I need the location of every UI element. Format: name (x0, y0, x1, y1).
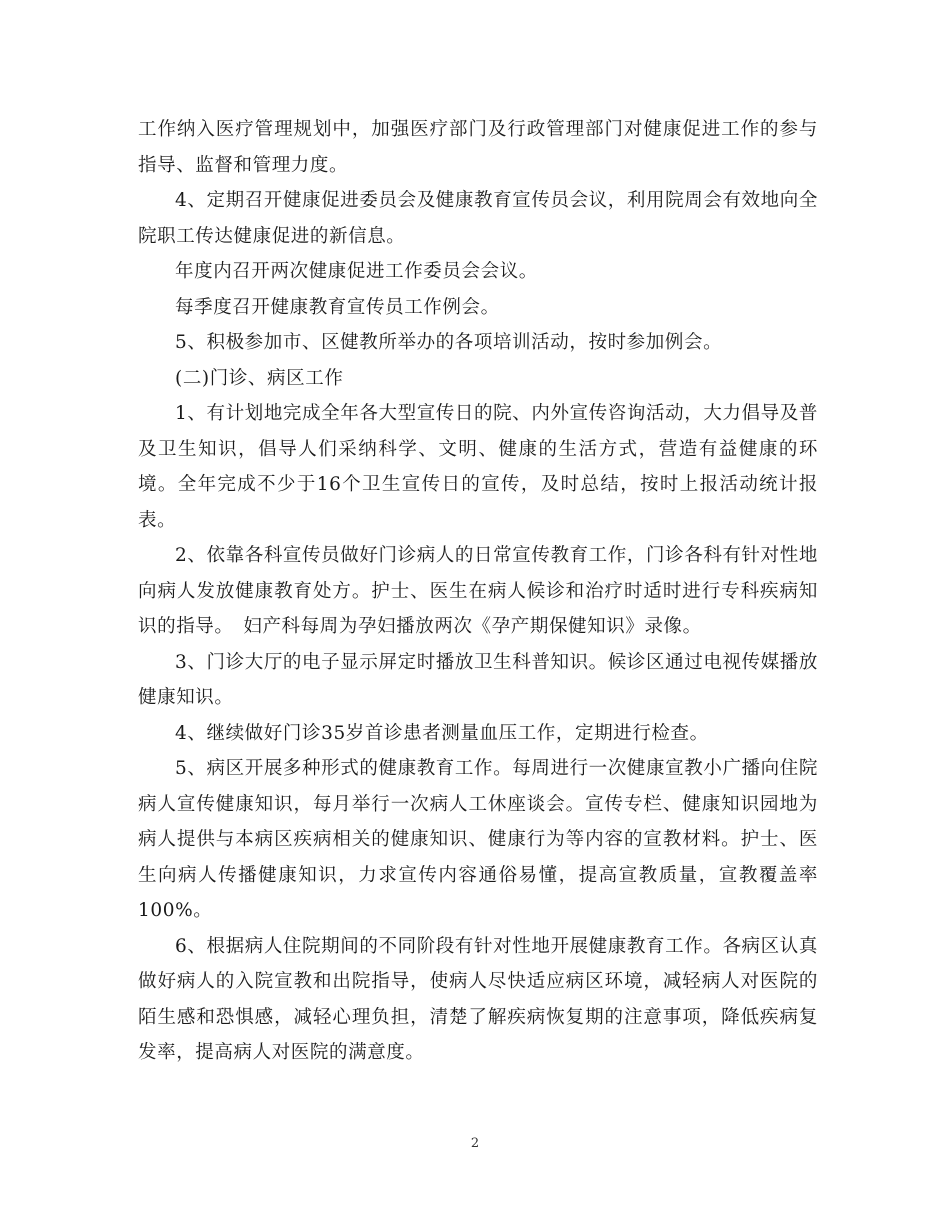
paragraph-8: 2、依靠各科宣传员做好门诊病人的日常宣传教育工作，门诊各科有针对性地向病人发放健康教育处方。护士、医生在病人候诊和治疗时适时进行专科疾病知识的指导。 妇产科每周为孕妇播放两次《孕产期保健知识》录像。 (138, 545, 818, 637)
paragraph-4: 每季度召开健康教育宣传员工作例会。 (175, 296, 500, 318)
section-heading: (二)门诊、病区工作 (175, 367, 344, 389)
page-number: 2 (470, 1136, 480, 1151)
paragraph-1: 工作纳入医疗管理规划中，加强医疗部门及行政管理部门对健康促进工作的参与指导、监督和管理力度。 (138, 119, 818, 176)
paragraph-3: 年度内召开两次健康促进工作委员会会议。 (175, 261, 538, 282)
paragraph-9: 3、门诊大厅的电子显示屏定时播放卫生科普知识。候诊区通过电视传媒播放健康知识。 (138, 651, 818, 708)
paragraph-7: 1、有计划地完成全年各大型宣传日的院、内外宣传咨询活动，大力倡导及普及卫生知识，倡导人们采纳科学、文明、健康的生活方式，营造有益健康的环境。全年完成不少于16个卫生宣传日的宣传，及时总结，按时上报活动统计报表。 (138, 403, 818, 531)
paragraph-5: 5、积极参加市、区健教所举办的各项培训活动，按时参加例会。 (175, 332, 723, 353)
paragraph-11: 5、病区开展多种形式的健康教育工作。每周进行一次健康宣教小广播向住院病人宣传健康知识，每月举行一次病人工休座谈会。宣传专栏、健康知识园地为病人提供与本病区疾病相关的健康知识、健康行为等内容的宣教材料。护士、医生向病人传播健康知识，力求宣传内容通俗易懂，提高宣教质量，宣教覆盖率100%。 (138, 758, 818, 921)
paragraph-10: 4、继续做好门诊35岁首诊患者测量血压工作，定期进行检查。 (175, 722, 709, 744)
paragraph-12: 6、根据病人住院期间的不同阶段有针对性地开展健康教育工作。各病区认真做好病人的入院宣教和出院指导，使病人尽快适应病区环境，减轻病人对医院的陌生感和恐惧感，减轻心理负担，清楚了解疾病恢复期的注意事项，降低疾病复发率，提高病人对医院的满意度。 (138, 935, 818, 1063)
document-body (138, 112, 818, 1071)
paragraph-2: 4、定期召开健康促进委员会及健康教育宣传员会议，利用院周会有效地向全院职工传达健康促进的新信息。 (138, 190, 818, 247)
